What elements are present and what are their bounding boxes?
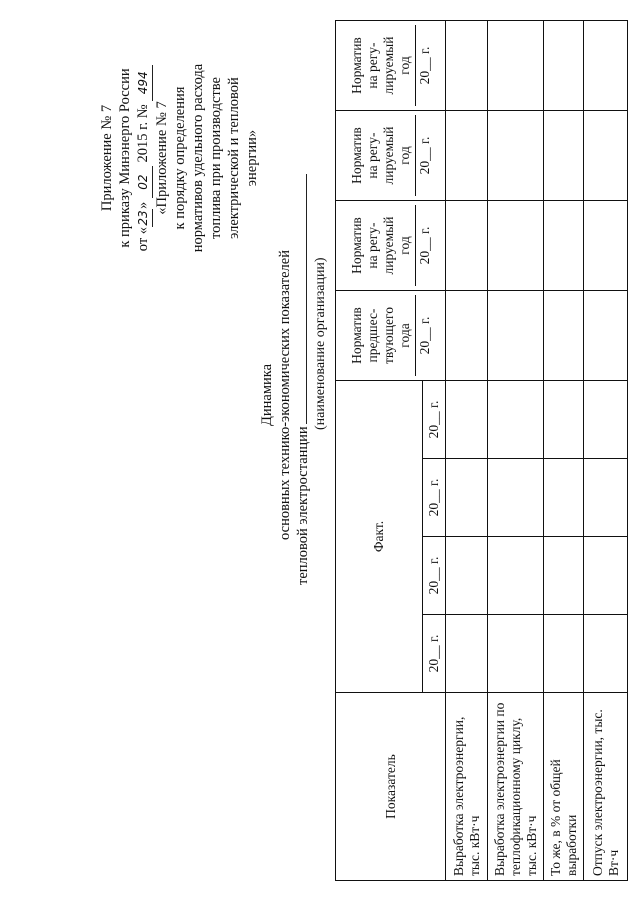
table-cell (584, 21, 628, 111)
table-cell (446, 459, 488, 537)
row-label: Выработка электроэнергии по теплофикационному циклу, тыс. кВт·ч (488, 693, 544, 881)
appendix-line: к приказу Минэнерго России (117, 68, 133, 248)
table-cell (584, 615, 628, 693)
date-month-handwritten: 02 (134, 166, 153, 198)
table-cell (584, 291, 628, 381)
appendix-line: к порядку определения (172, 86, 188, 230)
table-row (488, 21, 544, 881)
appendix-line: Приложение № 7 (99, 104, 115, 212)
title-line-organization: тепловой электростанции (294, 185, 312, 605)
table-cell (488, 459, 544, 537)
title-line: Динамика (259, 363, 275, 427)
appendix-line: «Приложение № 7 (154, 101, 170, 215)
table-cell (584, 381, 628, 459)
table-cell (544, 381, 584, 459)
fact-year-3: 20__ г. (423, 459, 446, 537)
organization-fill-line (306, 174, 307, 424)
header-norm-regulated-2: Норматив на регу- лируемый год 20__ г. (336, 111, 446, 201)
header-norm-previous: Норматив предшес- твующего года 20__ г. (336, 291, 446, 381)
header-norm-regulated-3: Норматив на регу- лируемый год 20__ г. (336, 21, 446, 111)
table-cell (488, 537, 544, 615)
table-cell (446, 111, 488, 201)
row-label: Отпуск электроэнергии, тыс. Вт·ч (584, 693, 628, 881)
date-day-handwritten: 23 (134, 209, 153, 227)
table-cell (488, 111, 544, 201)
appendix-block (98, 29, 261, 287)
table-cell (446, 537, 488, 615)
appendix-line: топлива при производстве (208, 77, 224, 239)
table-cell (584, 537, 628, 615)
table-cell (446, 21, 488, 111)
appendix-line: энергии» (244, 129, 260, 187)
table-cell (584, 459, 628, 537)
table-cell (446, 201, 488, 291)
table-cell (544, 21, 584, 111)
table-cell (446, 291, 488, 381)
table-row (584, 21, 628, 881)
document-title (258, 185, 330, 605)
fact-year-4: 20__ г. (423, 381, 446, 459)
header-indicator: Показатель (336, 693, 446, 881)
table-cell (544, 291, 584, 381)
title-line: основных технико-экономических показателей (277, 250, 293, 540)
table-cell (446, 381, 488, 459)
table-cell (488, 201, 544, 291)
table-cell (544, 201, 584, 291)
appendix-date-line (134, 29, 153, 287)
appendix-line: электрической и тепловой (226, 77, 242, 239)
date-year: 2015 г. № (135, 104, 151, 163)
table-cell (544, 615, 584, 693)
fact-year-1: 20__ г. (423, 615, 446, 693)
row-label: То же, в % от общей выработки (544, 693, 584, 881)
date-mid: » (135, 201, 151, 209)
date-prefix: от « (135, 226, 151, 252)
table-row (544, 21, 584, 881)
header-fact: Факт. (336, 381, 423, 693)
fact-year-2: 20__ г. (423, 537, 446, 615)
table-cell (544, 111, 584, 201)
indicators-table (335, 20, 628, 881)
table-cell (544, 459, 584, 537)
table-cell (488, 21, 544, 111)
appendix-line: нормативов удельного расхода (190, 63, 206, 253)
table-cell (544, 537, 584, 615)
table-cell (488, 381, 544, 459)
table-cell (446, 615, 488, 693)
table-row (446, 21, 488, 881)
table-cell (584, 111, 628, 201)
table-cell (488, 291, 544, 381)
row-label: Выработка электроэнергии, тыс. кВт·ч (446, 693, 488, 881)
header-norm-regulated-1: Норматив на регу- лируемый год 20__ г. (336, 201, 446, 291)
table-cell (488, 615, 544, 693)
organization-caption: (наименование организации) (313, 257, 328, 430)
order-number-handwritten: 494 (134, 65, 153, 101)
table-cell (584, 201, 628, 291)
